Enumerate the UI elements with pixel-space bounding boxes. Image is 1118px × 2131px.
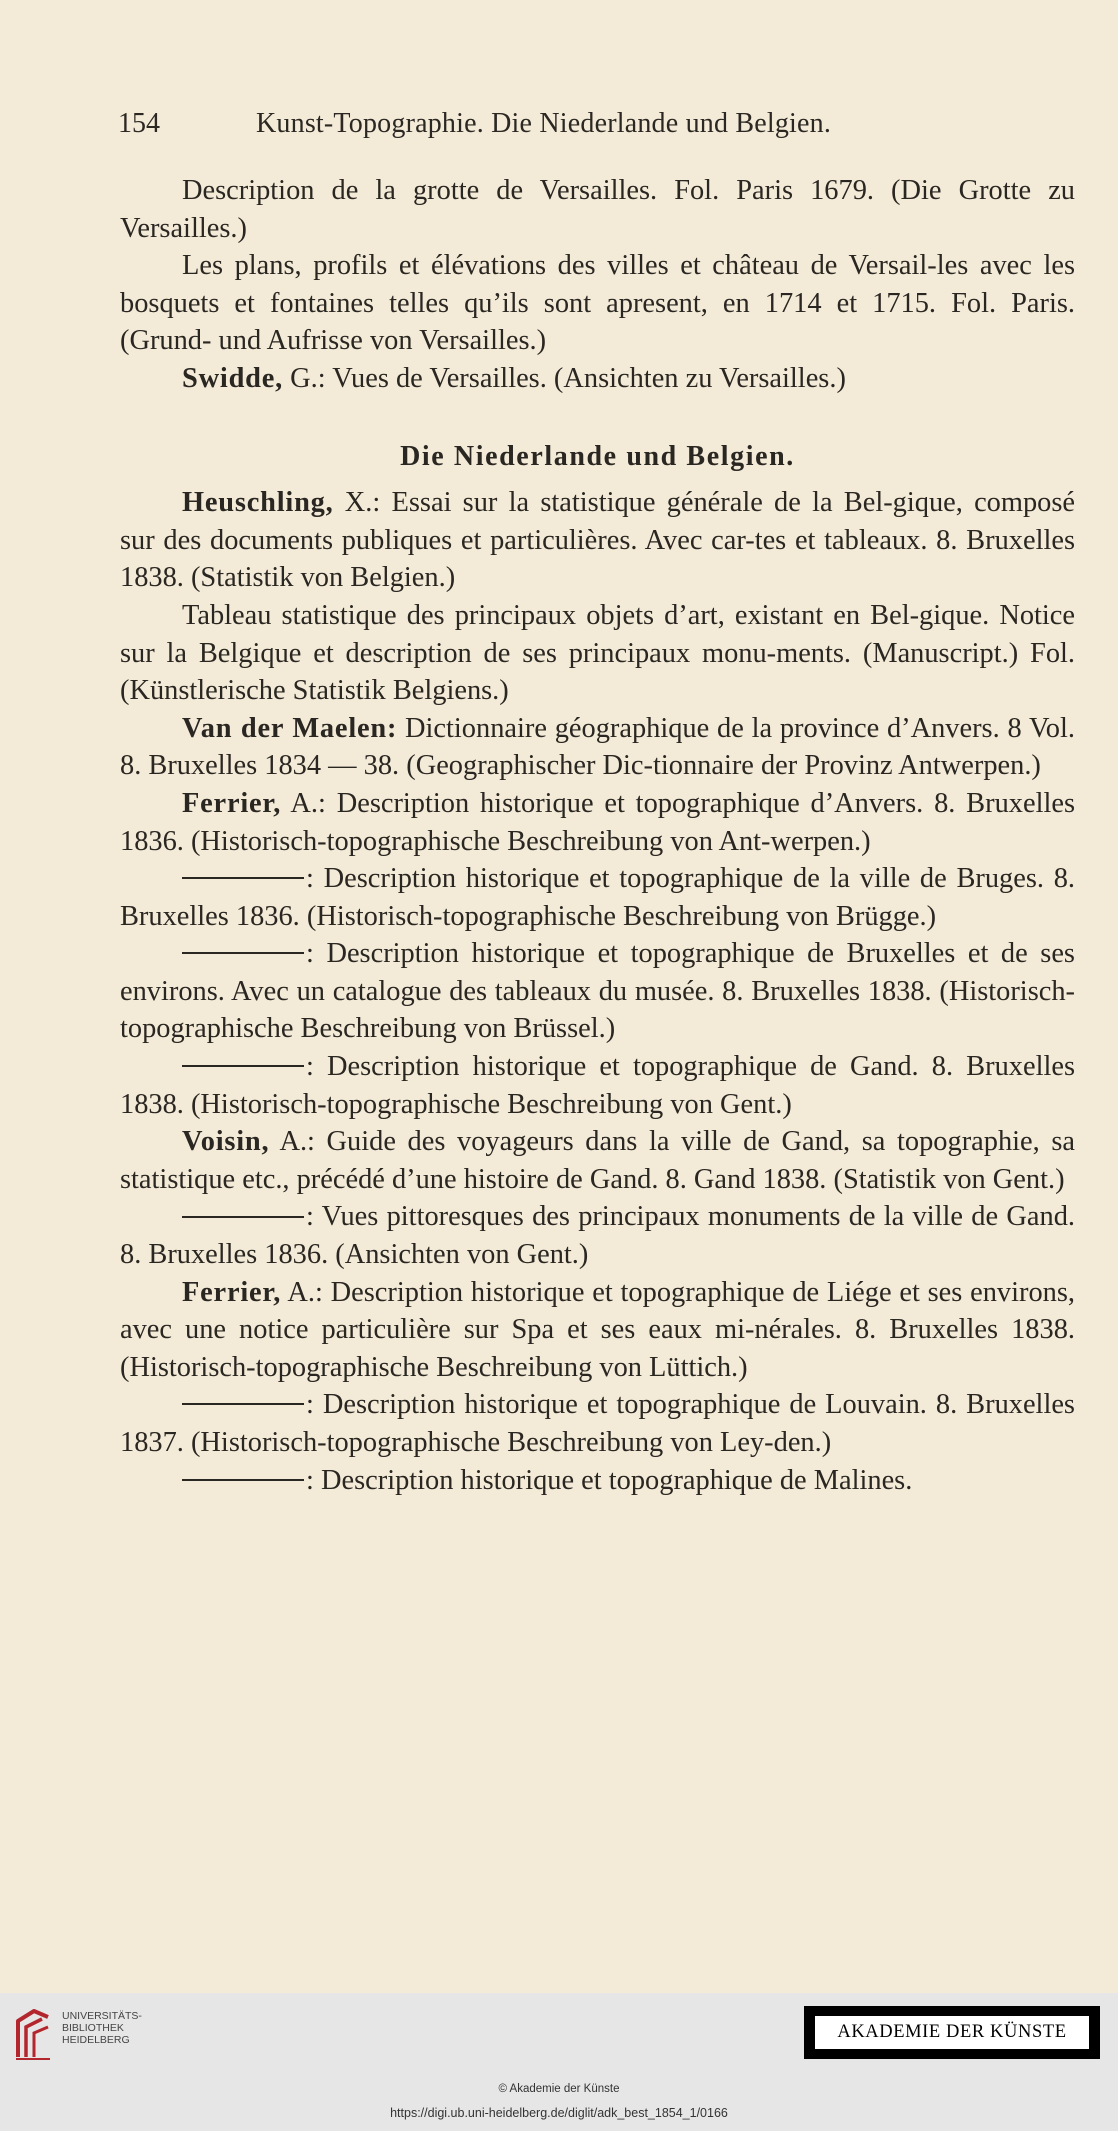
author-name: Ferrier,	[182, 787, 282, 819]
akademie-label: AKADEMIE DER KÜNSTE	[815, 2016, 1089, 2049]
page-number: 154	[118, 108, 160, 139]
permalink[interactable]: https://digi.ub.uni-heidelberg.de/diglit/adk_best_1854_1/0166	[390, 2106, 728, 2120]
entry-paragraph: Tableau statistique des principaux objets d’art, existant en Bel-gique. Notice sur la Belgique et description de ses principaux monu-ments. (Manuscript.) Fol. (Künstlerische Statistik Belgiens.)	[120, 599, 1075, 707]
author-name: Van der Maelen:	[182, 712, 398, 744]
ditto-dash	[182, 1479, 304, 1481]
entry-paragraph: : Description historique et topographique de Louvain. 8. Bruxelles 1837. (Historisch-topographische Beschreibung von Ley-den.)	[120, 1389, 1075, 1458]
ditto-dash	[182, 877, 304, 879]
author-name: Ferrier,	[182, 1276, 282, 1308]
entry-paragraph: : Description historique et topographique de Malines.	[120, 1462, 1075, 1500]
entry-paragraph: Ferrier, A.: Description historique et topographique de Liége et ses environs, avec une notice particulière sur Spa et ses eaux mi-nérales. 8. Bruxelles 1838. (Historisch-topographische Beschreibung von Lüttich.)	[120, 1276, 1075, 1383]
entry-paragraph: Description de la grotte de Versailles. Fol. Paris 1679. (Die Grotte zu Versailles.)	[120, 175, 1075, 244]
viewer-footer	[0, 1993, 1118, 2131]
entry-paragraph: : Description historique et topographique de Gand. 8. Bruxelles 1838. (Historisch-topographische Beschreibung von Gent.)	[120, 1051, 1075, 1120]
copyright-notice: © Akademie der Künste	[498, 2083, 620, 2095]
running-title: Kunst-Topographie. Die Niederlande und Belgien.	[256, 108, 832, 139]
entry-paragraph: Les plans, profils et élévations des villes et château de Versail-les avec les bosquets et fontaines telles qu’ils sont apresent, en 1714 et 1715. Fol. Paris. (Grund- und Aufrisse von Versailles.)	[120, 250, 1075, 357]
university-logo-icon[interactable]	[12, 2003, 54, 2063]
ditto-dash	[182, 1403, 304, 1405]
section-heading: Die Niederlande und Belgien.	[400, 440, 795, 472]
entry-paragraph: Ferrier, A.: Description historique et topographique d’Anvers. 8. Bruxelles 1836. (Historisch-topographische Beschreibung von Ant-werpen.)	[120, 787, 1075, 857]
ditto-dash	[182, 1065, 304, 1067]
ditto-dash	[182, 1216, 304, 1218]
entry-paragraph: : Description historique et topographique de la ville de Bruges. 8. Bruxelles 1836. (Historisch-topographische Beschreibung von Brügge.)	[120, 863, 1075, 932]
entry-paragraph: Voisin, A.: Guide des voyageurs dans la ville de Gand, sa topographie, sa statistique etc., précédé d’une histoire de Gand. 8. Gand 1838. (Statistik von Gent.)	[120, 1126, 1075, 1195]
author-name: Voisin,	[182, 1126, 270, 1158]
body-text	[120, 172, 1075, 1499]
author-name: Heuschling,	[182, 487, 334, 519]
entry-paragraph: : Vues pittoresques des principaux monuments de la ville de Gand. 8. Bruxelles 1836. (Ansichten von Gent.)	[120, 1201, 1075, 1271]
entry-paragraph: Van der Maelen: Dictionnaire géographique de la province d’Anvers. 8 Vol. 8. Bruxelles 1834 — 38. (Geographischer Dic-tionnaire der Provinz Antwerpen.)	[120, 712, 1075, 782]
entry-paragraph: Heuschling, X.: Essai sur la statistique générale de la Bel-gique, composé sur des documents publiques et particulières. Avec car-tes et tableaux. 8. Bruxelles 1838. (Statistik von Belgien.)	[120, 487, 1075, 594]
ditto-dash	[182, 952, 304, 954]
entry-paragraph: Swidde, G.: Vues de Versailles. (Ansichten zu Versailles.)	[182, 362, 846, 394]
library-name: UNIVERSITÄTS- BIBLIOTHEK HEIDELBERG	[62, 2010, 142, 2046]
akademie-logo[interactable]	[804, 2006, 1100, 2059]
author-name: Swidde,	[182, 362, 284, 394]
entry-paragraph: : Description historique et topographique de Bruxelles et de ses environs. Avec un catalogue des tableaux du musée. 8. Bruxelles 1838. (Historisch-topographische Beschreibung von Brüssel.)	[120, 938, 1075, 1045]
